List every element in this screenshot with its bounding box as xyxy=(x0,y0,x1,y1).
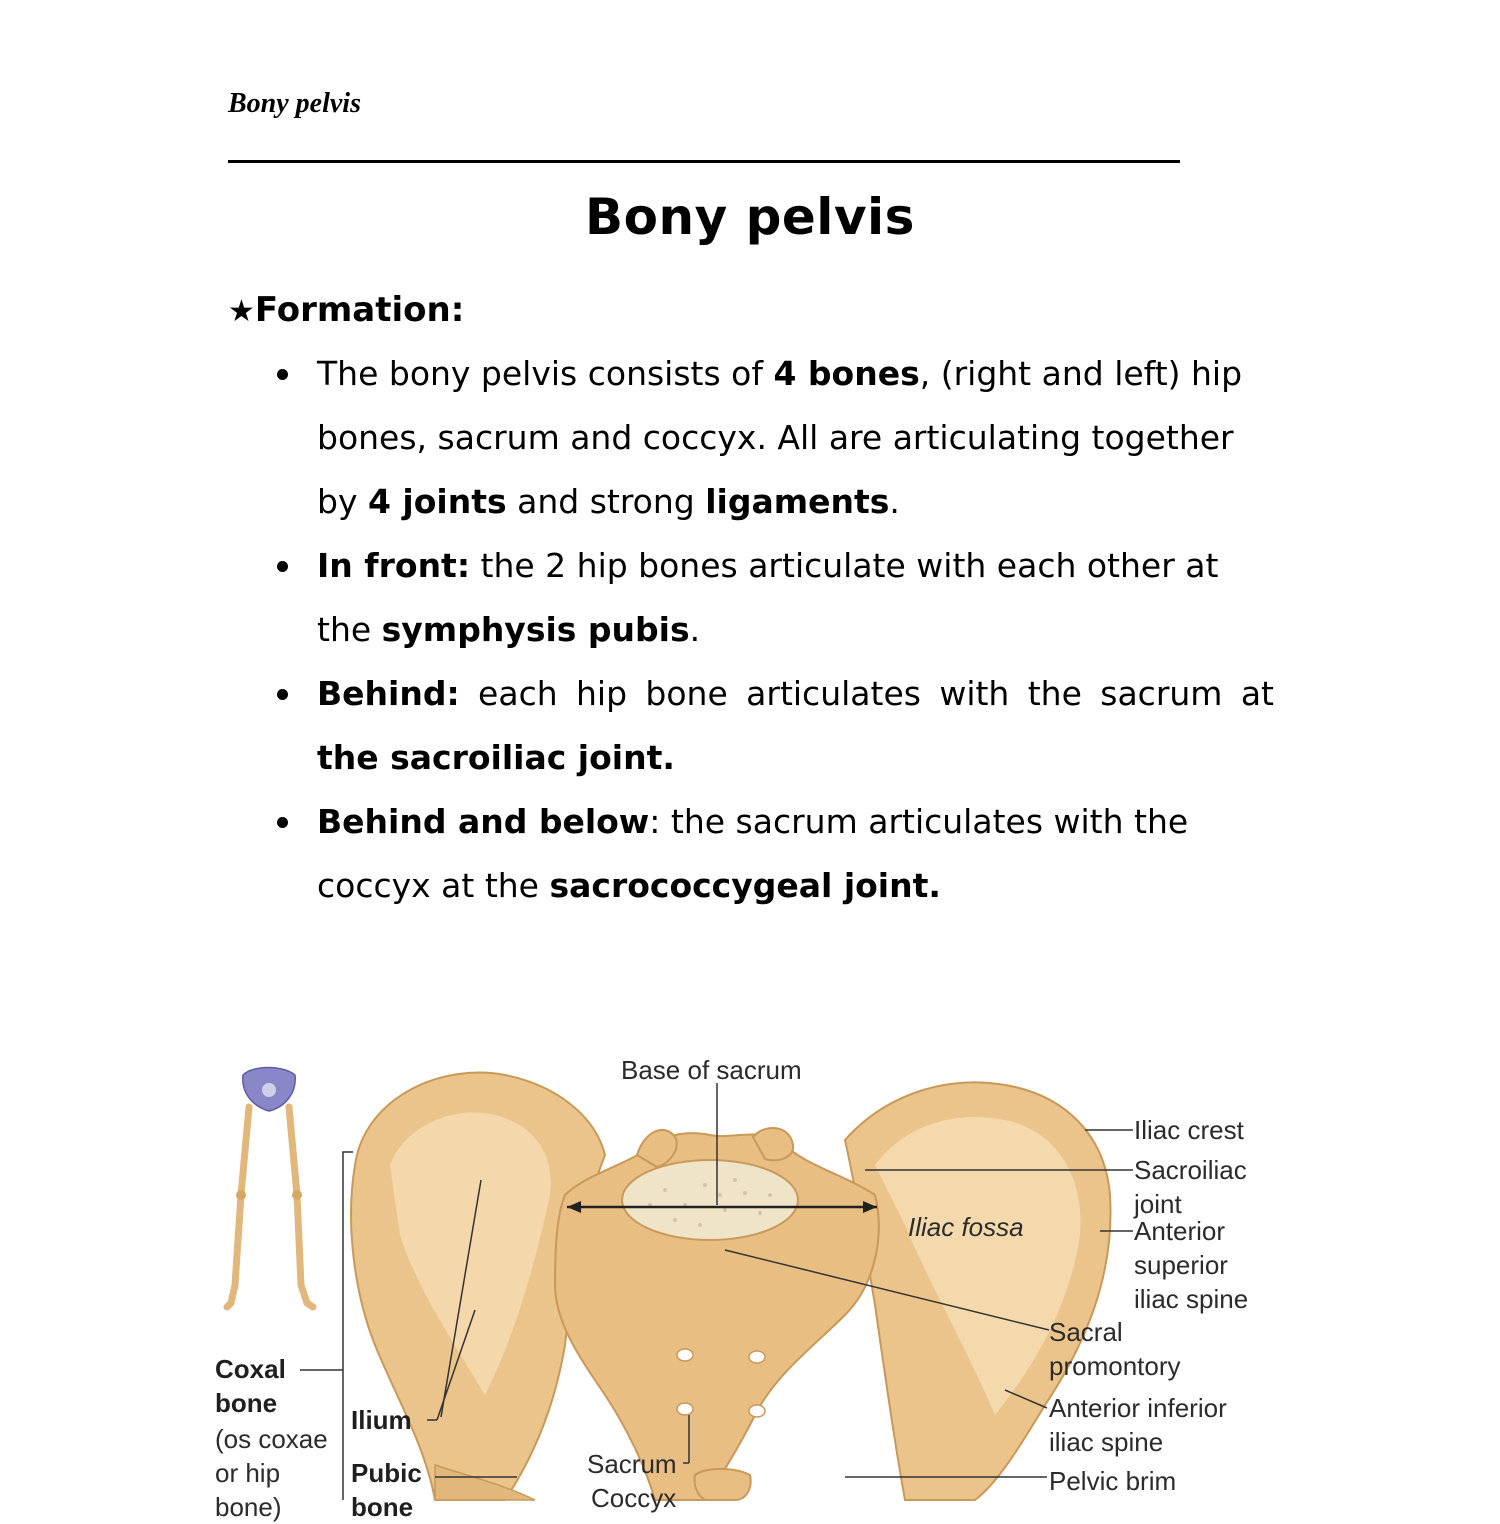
label-iliac-fossa: Iliac fossa xyxy=(908,1212,1024,1242)
label-asis: Anterior superior iliac spine xyxy=(1134,1216,1249,1314)
bullet-text xyxy=(317,662,1274,790)
coccyx-bone xyxy=(694,1469,750,1500)
label-coxal-bone: Coxal bone xyxy=(215,1354,286,1418)
bullet-bold-text: Behind and below xyxy=(317,802,650,841)
pelvis-figure xyxy=(205,1045,1290,1522)
bullet-text xyxy=(317,534,1274,662)
label-base-of-sacrum: Base of sacrum xyxy=(621,1055,802,1085)
bullet-text xyxy=(317,342,1274,534)
label-sacral-promontory: Sacral promontory xyxy=(1049,1317,1181,1381)
bullet-plain-text: : the sacrum articulates with the coccyx at the xyxy=(317,802,1189,905)
label-aiis: Anterior inferior iliac spine xyxy=(1049,1393,1227,1457)
label-coccyx: Coccyx xyxy=(591,1483,677,1513)
bullet-icon xyxy=(277,561,288,572)
bullet-icon xyxy=(277,689,288,700)
star-icon: ★ xyxy=(228,294,255,329)
section-heading-text: Formation: xyxy=(254,290,465,330)
bullet-plain-text: each hip bone articulates with the sacrum at xyxy=(459,674,1274,713)
bullet-plain-text: . xyxy=(889,482,900,521)
label-sacroiliac-joint: Sacroiliac joint xyxy=(1134,1155,1247,1219)
bullet-bold-text: Behind: xyxy=(317,674,460,713)
bullet-icon xyxy=(277,369,288,380)
bullet-plain-text: the 2 hip bones articulate with each other at the xyxy=(317,546,1219,649)
list-item xyxy=(270,662,1274,790)
bullet-bold-text: 4 joints xyxy=(367,482,507,521)
bullet-text xyxy=(317,790,1274,918)
label-iliac-crest: Iliac crest xyxy=(1134,1115,1244,1145)
bullet-bold-text: sacrococcygeal joint. xyxy=(549,866,941,905)
bullet-plain-text: The bony pelvis consists of xyxy=(317,354,774,393)
bullet-bold-text: ligaments xyxy=(705,482,890,521)
formation-list xyxy=(270,342,1274,918)
list-item xyxy=(270,534,1274,662)
list-item xyxy=(270,790,1274,918)
bullet-bold-text: the sacroiliac joint. xyxy=(317,738,675,777)
label-sacrum: Sacrum xyxy=(587,1449,677,1479)
bullet-bold-text: In front: xyxy=(317,546,471,585)
bullet-icon xyxy=(277,817,288,828)
skeleton-thumbnail xyxy=(227,1068,313,1308)
label-coxal-sub: (os coxae or hip bone) xyxy=(215,1424,328,1522)
sacrum-base xyxy=(622,1160,798,1240)
page-title: Bony pelvis xyxy=(585,188,915,246)
header-rule xyxy=(228,160,1180,163)
bullet-plain-text: . xyxy=(689,610,701,649)
bullet-bold-text: 4 bones xyxy=(773,354,920,393)
bullet-plain-text: and strong xyxy=(506,482,706,521)
label-pubic-bone: Pubic bone xyxy=(351,1458,422,1522)
section-heading xyxy=(228,290,464,330)
label-ilium: Ilium xyxy=(351,1405,412,1435)
label-pelvic-brim: Pelvic brim xyxy=(1049,1466,1177,1496)
running-header: Bony pelvis xyxy=(228,88,361,119)
list-item xyxy=(270,342,1274,534)
bullet-plain-text: , (right and left) hip bones, sacrum and coccyx. All are articulating together by xyxy=(317,354,1243,521)
bullet-bold-text: symphysis pubis xyxy=(381,610,690,649)
